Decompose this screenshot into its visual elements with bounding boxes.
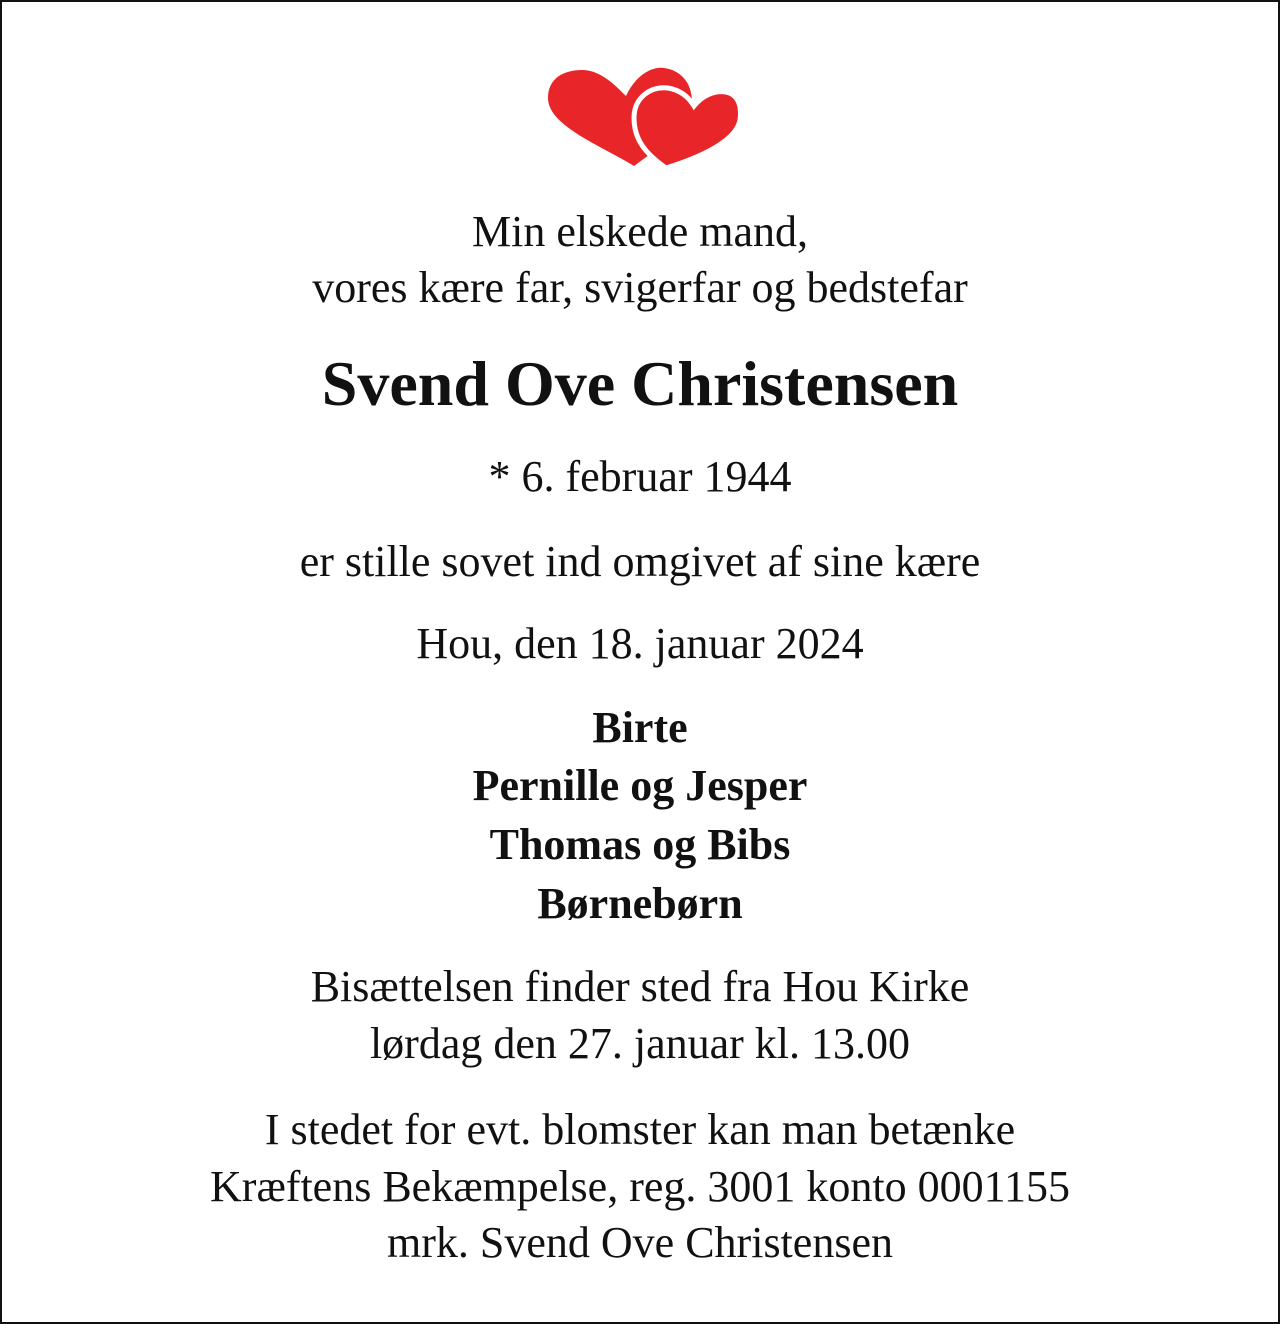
deceased-name: Svend Ove Christensen [321,348,959,419]
family-member: Birte [592,703,688,752]
funeral-location: Bisættelsen finder sted fra Hou Kirke [310,962,970,1011]
birth-date: * 6. februar 1944 [488,452,792,501]
family-member: Børnebørn [537,879,743,928]
passed-away-text: er stille sovet ind omgivet af sine kære [299,537,981,586]
donation-line-3: mrk. Svend Ove Christensen [387,1218,893,1267]
intro-line-2: vores kære far, svigerfar og bedstefar [312,263,968,312]
two-hearts-icon [542,62,742,172]
donation-line-2: Kræftens Bekæmpelse, reg. 3001 konto 0001155 [210,1162,1070,1211]
family-member: Pernille og Jesper [472,761,808,810]
family-member: Thomas og Bibs [489,820,791,869]
funeral-time: lørdag den 27. januar kl. 13.00 [369,1019,911,1068]
intro-line-1: Min elskede mand, [471,207,809,256]
place-and-date: Hou, den 18. januar 2024 [416,619,864,668]
donation-line-1: I stedet for evt. blomster kan man betænke [264,1105,1016,1154]
